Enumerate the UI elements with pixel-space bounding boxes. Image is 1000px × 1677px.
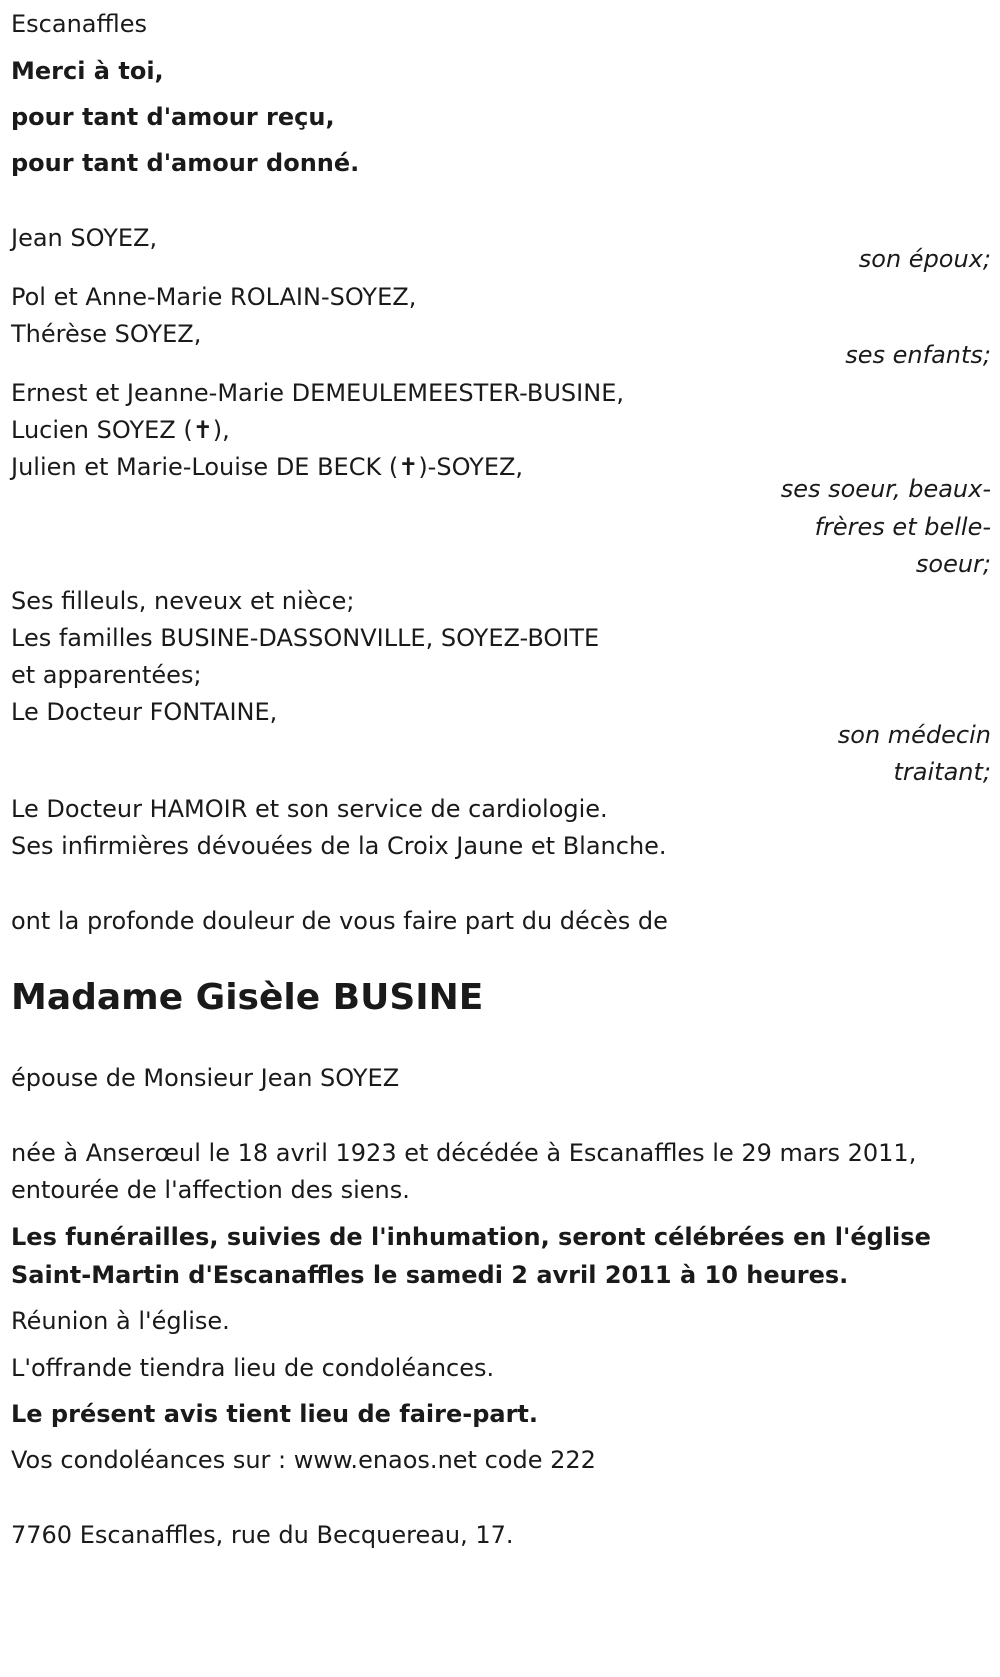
doctor-name: Le Docteur FONTAINE, — [11, 698, 278, 726]
others-line-3: et apparentées; — [11, 661, 202, 689]
siblings-role-line-1: ses soeur, beaux- — [780, 475, 991, 503]
announcement-intro: ont la profonde douleur de vous faire part du décès de — [11, 907, 668, 935]
verse-line-2: pour tant d'amour reçu, — [11, 103, 335, 131]
spouse-name: Jean SOYEZ, — [11, 224, 158, 252]
child-1: Pol et Anne-Marie ROLAIN-SOYEZ, — [11, 283, 417, 311]
meeting-note: Réunion à l'église. — [11, 1307, 230, 1335]
others-line-1: Ses filleuls, neveux et nièce; — [11, 587, 355, 615]
doctor-role-line-1: son médecin — [837, 721, 991, 749]
funeral-line-2: Saint-Martin d'Escanaffles le samedi 2 avril 2011 à 10 heures. — [11, 1261, 849, 1289]
condolences-line: Vos condoléances sur : www.enaos.net code 222 — [11, 1446, 596, 1474]
verse-line-3: pour tant d'amour donné. — [11, 149, 360, 177]
sibling-3: Julien et Marie-Louise DE BECK (✝)-SOYEZ, — [11, 453, 524, 481]
notice-line: Le présent avis tient lieu de faire-part. — [11, 1400, 539, 1428]
funeral-line-1: Les funérailles, suivies de l'inhumation, seront célébrées en l'église — [11, 1223, 931, 1251]
birth-death-line-2: entourée de l'affection des siens. — [11, 1176, 410, 1204]
deceased-name: Madame Gisèle BUSINE — [11, 977, 484, 1018]
children-role: ses enfants; — [845, 341, 991, 369]
spouse-of: épouse de Monsieur Jean SOYEZ — [11, 1064, 400, 1092]
sibling-1: Ernest et Jeanne-Marie DEMEULEMEESTER-BUSINE, — [11, 379, 624, 407]
care-line-1: Le Docteur HAMOIR et son service de cardiologie. — [11, 795, 608, 823]
birth-death-line-1: née à Anserœul le 18 avril 1923 et décédée à Escanaffles le 29 mars 2011, — [11, 1139, 917, 1167]
others-line-2: Les familles BUSINE-DASSONVILLE, SOYEZ-BOITE — [11, 624, 600, 652]
care-line-2: Ses infirmières dévouées de la Croix Jaune et Blanche. — [11, 832, 667, 860]
doctor-role-line-2: traitant; — [893, 758, 991, 786]
sibling-2: Lucien SOYEZ (✝), — [11, 416, 230, 444]
offering-note: L'offrande tiendra lieu de condoléances. — [11, 1354, 495, 1382]
child-2: Thérèse SOYEZ, — [11, 320, 202, 348]
place-name: Escanaffles — [11, 10, 147, 38]
siblings-role-line-3: soeur; — [915, 550, 991, 578]
siblings-role-line-2: frères et belle- — [814, 513, 991, 541]
verse-line-1: Merci à toi, — [11, 57, 164, 85]
spouse-role: son époux; — [858, 245, 991, 273]
address-line: 7760 Escanaffles, rue du Becquereau, 17. — [11, 1521, 514, 1549]
